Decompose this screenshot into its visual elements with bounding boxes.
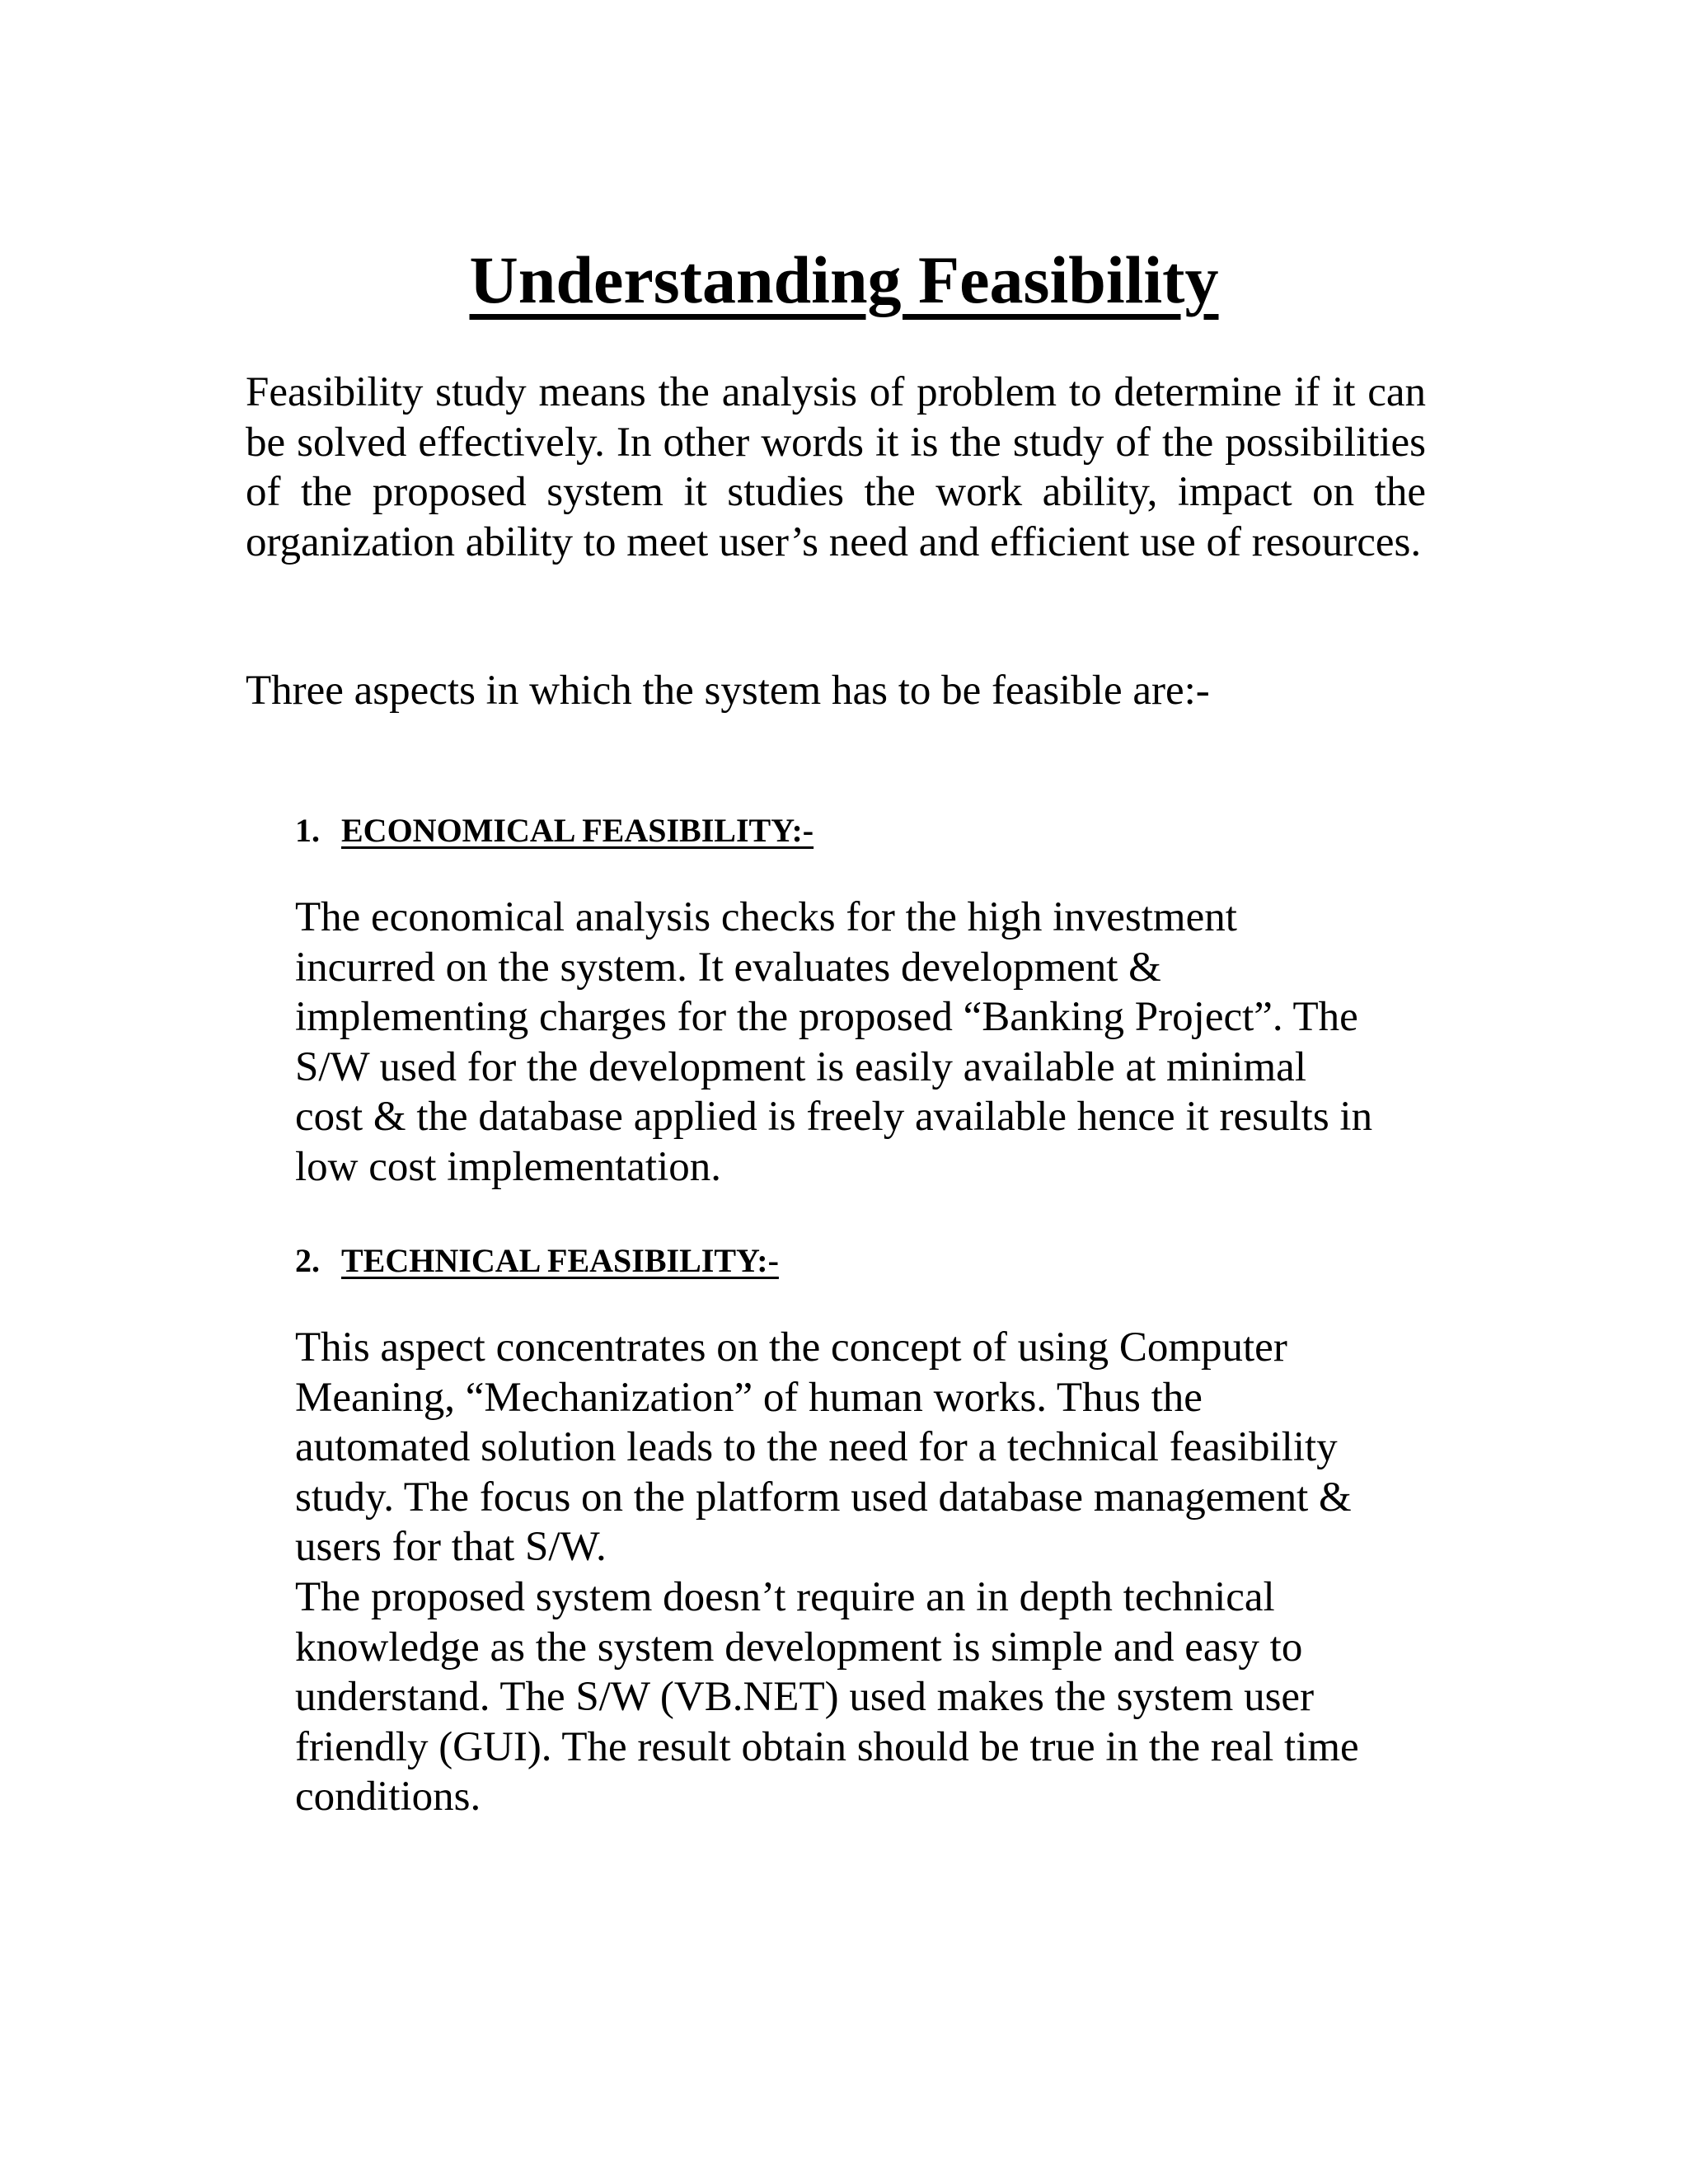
section-heading-text: TECHNICAL FEASIBILITY:- bbox=[341, 1242, 779, 1279]
technical-feasibility-paragraph: This aspect concentrates on the concept of using Computer Meaning, “Mechanization” of human works. Thus the automated solution leads to the need for a technical feasibility study. The focus on the platform used database management & users for that S/W. bbox=[295, 1324, 1352, 1570]
section-heading-technical bbox=[295, 1241, 779, 1281]
lead-sentence: Three aspects in which the system has to be feasible are:- bbox=[246, 668, 1210, 714]
economical-feasibility-paragraph: The economical analysis checks for the high investment incurred on the system. It evaluates development & implementing charges for the proposed “Banking Project”. The S/W used for the development is easily available at minimal cost & the database applied is freely available hence it results in low cost implementation. bbox=[295, 894, 1373, 1190]
section-number: 2. bbox=[295, 1242, 320, 1279]
page-title: Understanding Feasibility bbox=[469, 242, 1219, 317]
section-number: 1. bbox=[295, 812, 320, 849]
section-heading-text: ECONOMICAL FEASIBILITY:- bbox=[341, 812, 814, 849]
intro-paragraph: Feasibility study means the analysis of problem to determine if it can be solved effectively. In other words it is the study of the possibilities of the proposed system it studies the work ability, impact on the organization ability to meet user’s need and efficient use of resources. bbox=[246, 369, 1426, 565]
section-heading-economical bbox=[295, 811, 814, 851]
technical-feasibility-paragraph-2: The proposed system doesn’t require an in depth technical knowledge as the system development is simple and easy to understand. The S/W (VB.NET) used makes the system user friendly (GUI). The result obtain should be true in the real time conditions. bbox=[295, 1574, 1359, 1820]
